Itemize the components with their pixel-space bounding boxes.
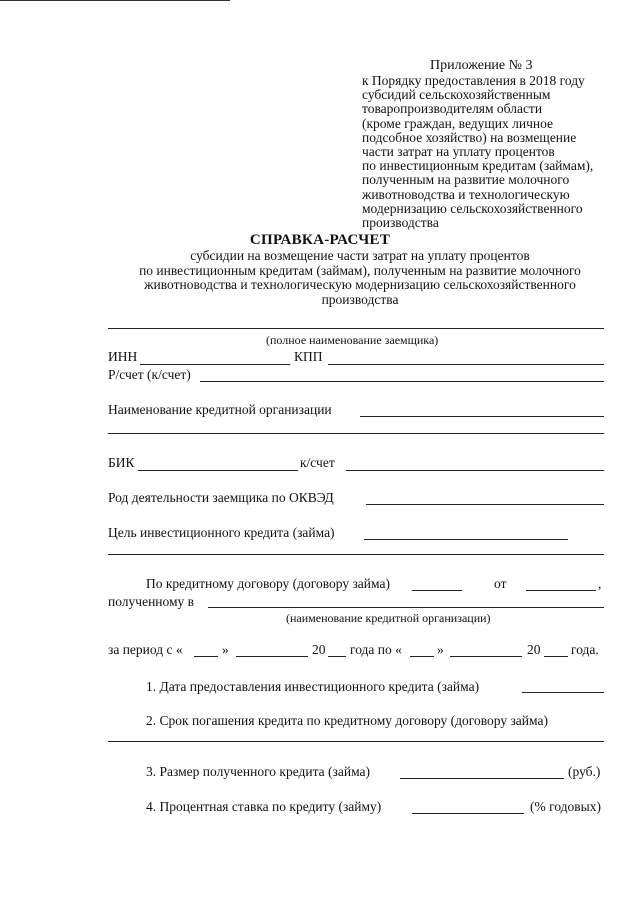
appendix-line: производства — [362, 215, 439, 231]
item-4-unit: (% годовых) — [530, 799, 601, 814]
okved-label: Род деятельности заемщика по ОКВЭД — [108, 490, 334, 505]
bank-name-hint: (наименование кредитной организации) — [286, 611, 491, 625]
contract-from-label: от — [494, 576, 507, 591]
period-from-label: за период с « — [108, 642, 183, 657]
corr-account-field[interactable] — [346, 470, 604, 471]
bank-name-label: Наименование кредитной организации — [108, 402, 332, 417]
document-subtitle — [100, 249, 620, 307]
appendix-line: полученным на развитие молочного — [362, 172, 570, 188]
account-label: Р/счет (к/счет) — [108, 367, 191, 382]
appendix-line: по инвестиционным кредитам (займам), — [362, 158, 594, 174]
borrower-name-field[interactable] — [108, 328, 604, 329]
subtitle-line: производства — [321, 291, 399, 307]
subtitle-line: животноводства и технологическую модернизацию сельскохозяйственного — [144, 277, 576, 292]
bank-name-field[interactable] — [360, 416, 604, 417]
received-bank-field[interactable] — [208, 607, 604, 608]
received-from-label: полученному в — [108, 594, 195, 609]
period-start-quote: » — [222, 642, 229, 657]
appendix-title: Приложение № 3 — [430, 58, 533, 73]
corr-account-label: к/счет — [300, 455, 335, 470]
loan-purpose-field-continued[interactable] — [108, 554, 604, 555]
loan-issue-date-field[interactable] — [522, 692, 604, 693]
period-year-suffix: года. — [571, 642, 599, 657]
period-start-year-prefix: 20 — [312, 642, 326, 657]
appendix-line: животноводства и технологическую — [362, 186, 570, 202]
loan-purpose-label: Цель инвестиционного кредита (займа) — [108, 525, 335, 540]
borrower-name-hint: (полное наименование заемщика) — [266, 333, 439, 347]
period-end-day-field[interactable] — [410, 656, 434, 657]
kpp-field[interactable] — [328, 364, 604, 365]
period-to-label: года по « — [350, 642, 402, 657]
appendix-line: к Порядку предоставления в 2018 году — [362, 73, 585, 88]
inn-label: ИНН — [108, 349, 138, 364]
document-title: СПРАВКА-РАСЧЕТ — [249, 232, 391, 248]
period-start-day-field[interactable] — [194, 656, 218, 657]
contract-number-field[interactable] — [412, 590, 462, 591]
kpp-label: КПП — [294, 349, 323, 364]
period-end-month-field[interactable] — [450, 656, 522, 657]
bik-label: БИК — [108, 455, 135, 470]
bik-field[interactable] — [138, 470, 298, 471]
item-2-label: 2. Срок погашения кредита по кредитному договору (договору займа) — [146, 713, 548, 728]
okved-field[interactable] — [366, 504, 604, 505]
appendix-line: (кроме граждан, ведущих личное — [362, 115, 554, 131]
period-start-month-field[interactable] — [236, 656, 308, 657]
appendix-line: товаропроизводителям области — [362, 101, 543, 117]
period-start-year-field[interactable] — [328, 656, 346, 657]
loan-amount-field[interactable] — [400, 778, 564, 779]
appendix-reference — [362, 74, 593, 230]
loan-purpose-field[interactable] — [364, 539, 568, 540]
appendix-line: модернизацию сельскохозяйственного — [362, 200, 583, 216]
period-end-year-field[interactable] — [544, 656, 568, 657]
subtitle-line: субсидии на возмещение части затрат на уплату процентов — [190, 248, 530, 263]
appendix-line: субсидий сельскохозяйственным — [362, 87, 551, 103]
contract-date-field[interactable] — [526, 590, 596, 591]
appendix-line: части затрат на уплату процентов — [362, 144, 555, 160]
inn-field[interactable] — [140, 364, 290, 365]
contract-label: По кредитному договору (договору займа) — [146, 576, 390, 591]
subtitle-line: по инвестиционным кредитам (займам), полученным на развитие молочного — [139, 262, 581, 278]
scan-edge-line — [0, 0, 230, 1]
account-field[interactable] — [200, 381, 604, 382]
repayment-term-field[interactable] — [108, 741, 604, 742]
contract-comma: , — [598, 576, 602, 591]
item-1-label: 1. Дата предоставления инвестиционного кредита (займа) — [146, 679, 480, 694]
bank-name-field-continued[interactable] — [108, 433, 604, 434]
item-3-label: 3. Размер полученного кредита (займа) — [146, 764, 371, 779]
appendix-line: подсобное хозяйство) на возмещение — [362, 129, 577, 145]
interest-rate-field[interactable] — [412, 813, 524, 814]
item-3-unit: (руб.) — [568, 764, 601, 779]
period-end-year-prefix: 20 — [527, 642, 541, 657]
item-4-label: 4. Процентная ставка по кредиту (займу) — [146, 799, 382, 814]
period-end-quote: » — [437, 642, 444, 657]
